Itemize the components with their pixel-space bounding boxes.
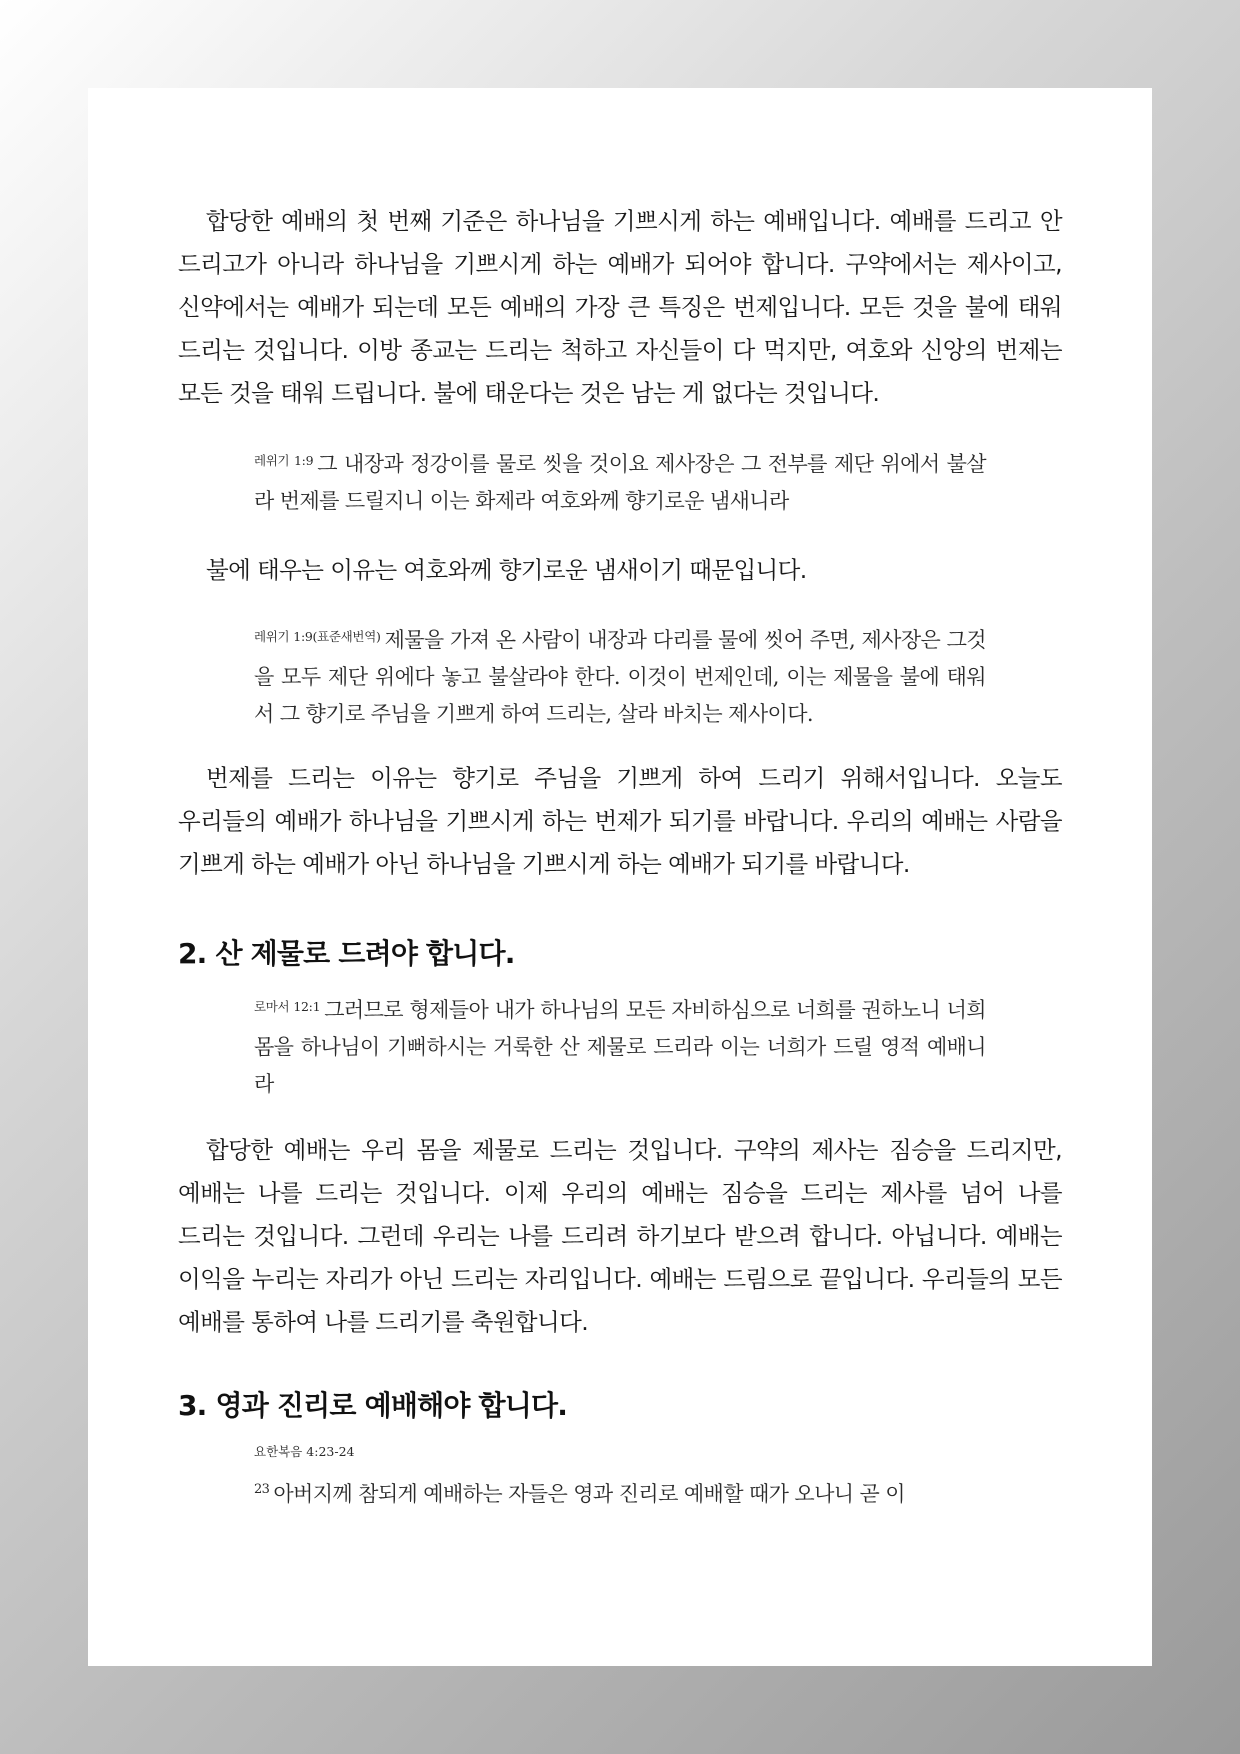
verse-number: 23 — [254, 1482, 270, 1497]
paragraph: 합당한 예배의 첫 번째 기준은 하나님을 기쁘시게 하는 예배입니다. 예배를 드리고 안 드리고가 아니라 하나님을 기쁘시게 하는 예배가 되어야 합니다. 구약에서는 제사이고, 신약에서는 예배가 되는데 모든 예배의 가장 큰 특징은 번제입니다. 모든 것을 불에 태워 드리는 것입니다. 이방 종교는 드리는 척하고 자신들이 다 먹지만, 여호와 신앙의 번제는 모든 것을 태워 드립니다. 불에 태운다는 것은 남는 게 없다는 것입니다. — [178, 207, 1062, 407]
scripture-reference: 레위기 1:9(표준새번역) — [254, 629, 381, 644]
scripture-text: 제물을 가져 온 사람이 내장과 다리를 물에 씻어 주면, 제사장은 그것을 모두 제단 위에다 놓고 불살라야 한다. 이것이 번제인데, 이는 제물을 불에 태워서 그 향기로 주님을 기쁘게 하여 드리는, 살라 바치는 제사이다. — [254, 628, 986, 726]
paragraph: 불에 태우는 이유는 여호와께 향기로운 냄새이기 때문입니다. — [206, 556, 807, 584]
scripture-reference: 로마서 12:1 — [254, 999, 321, 1014]
scripture-quote — [254, 442, 986, 520]
scripture-quote — [254, 988, 986, 1103]
scripture-text: 그러므로 형제들아 내가 하나님의 모든 자비하심으로 너희를 권하노니 너희 몸을 하나님이 기뻐하시는 거룩한 산 제물로 드리라 이는 너희가 드릴 영적 예배니라 — [254, 998, 986, 1096]
document-page — [88, 88, 1152, 1666]
paragraph: 합당한 예배는 우리 몸을 제물로 드리는 것입니다. 구약의 제사는 짐승을 드리지만, 예배는 나를 드리는 것입니다. 이제 우리의 예배는 짐승을 드리는 제사를 넘어 나를 드리는 것입니다. 그런데 우리는 나를 드리려 하기보다 받으려 합니다. 아닙니다. 예배는 이익을 누리는 자리가 아닌 드리는 자리입니다. 예배는 드림으로 끝입니다. 우리들의 모든 예배를 통하여 나를 드리기를 축원합니다. — [178, 1136, 1062, 1336]
page-content — [178, 200, 1062, 1508]
scripture-reference: 레위기 1:9 — [254, 453, 314, 468]
section-heading: 3. 영과 진리로 예배해야 합니다. — [178, 1389, 568, 1422]
scripture-verse — [254, 1478, 986, 1508]
scripture-reference: 요한복음 4:23-24 — [254, 1444, 355, 1459]
scripture-quote — [254, 618, 986, 733]
scripture-text: 그 내장과 정강이를 물로 씻을 것이요 제사장은 그 전부를 제단 위에서 불살라 번제를 드릴지니 이는 화제라 여호와께 향기로운 냄새니라 — [254, 452, 986, 513]
section-heading: 2. 산 제물로 드려야 합니다. — [178, 937, 515, 970]
scripture-text: 아버지께 참되게 예배하는 자들은 영과 진리로 예배할 때가 오나니 곧 이 — [273, 1482, 905, 1506]
paragraph: 번제를 드리는 이유는 향기로 주님을 기쁘게 하여 드리기 위해서입니다. 오늘도 우리들의 예배가 하나님을 기쁘시게 하는 번제가 되기를 바랍니다. 우리의 예배는 사람을 기쁘게 하는 예배가 아닌 하나님을 기쁘시게 하는 예배가 되기를 바랍니다. — [178, 764, 1062, 878]
